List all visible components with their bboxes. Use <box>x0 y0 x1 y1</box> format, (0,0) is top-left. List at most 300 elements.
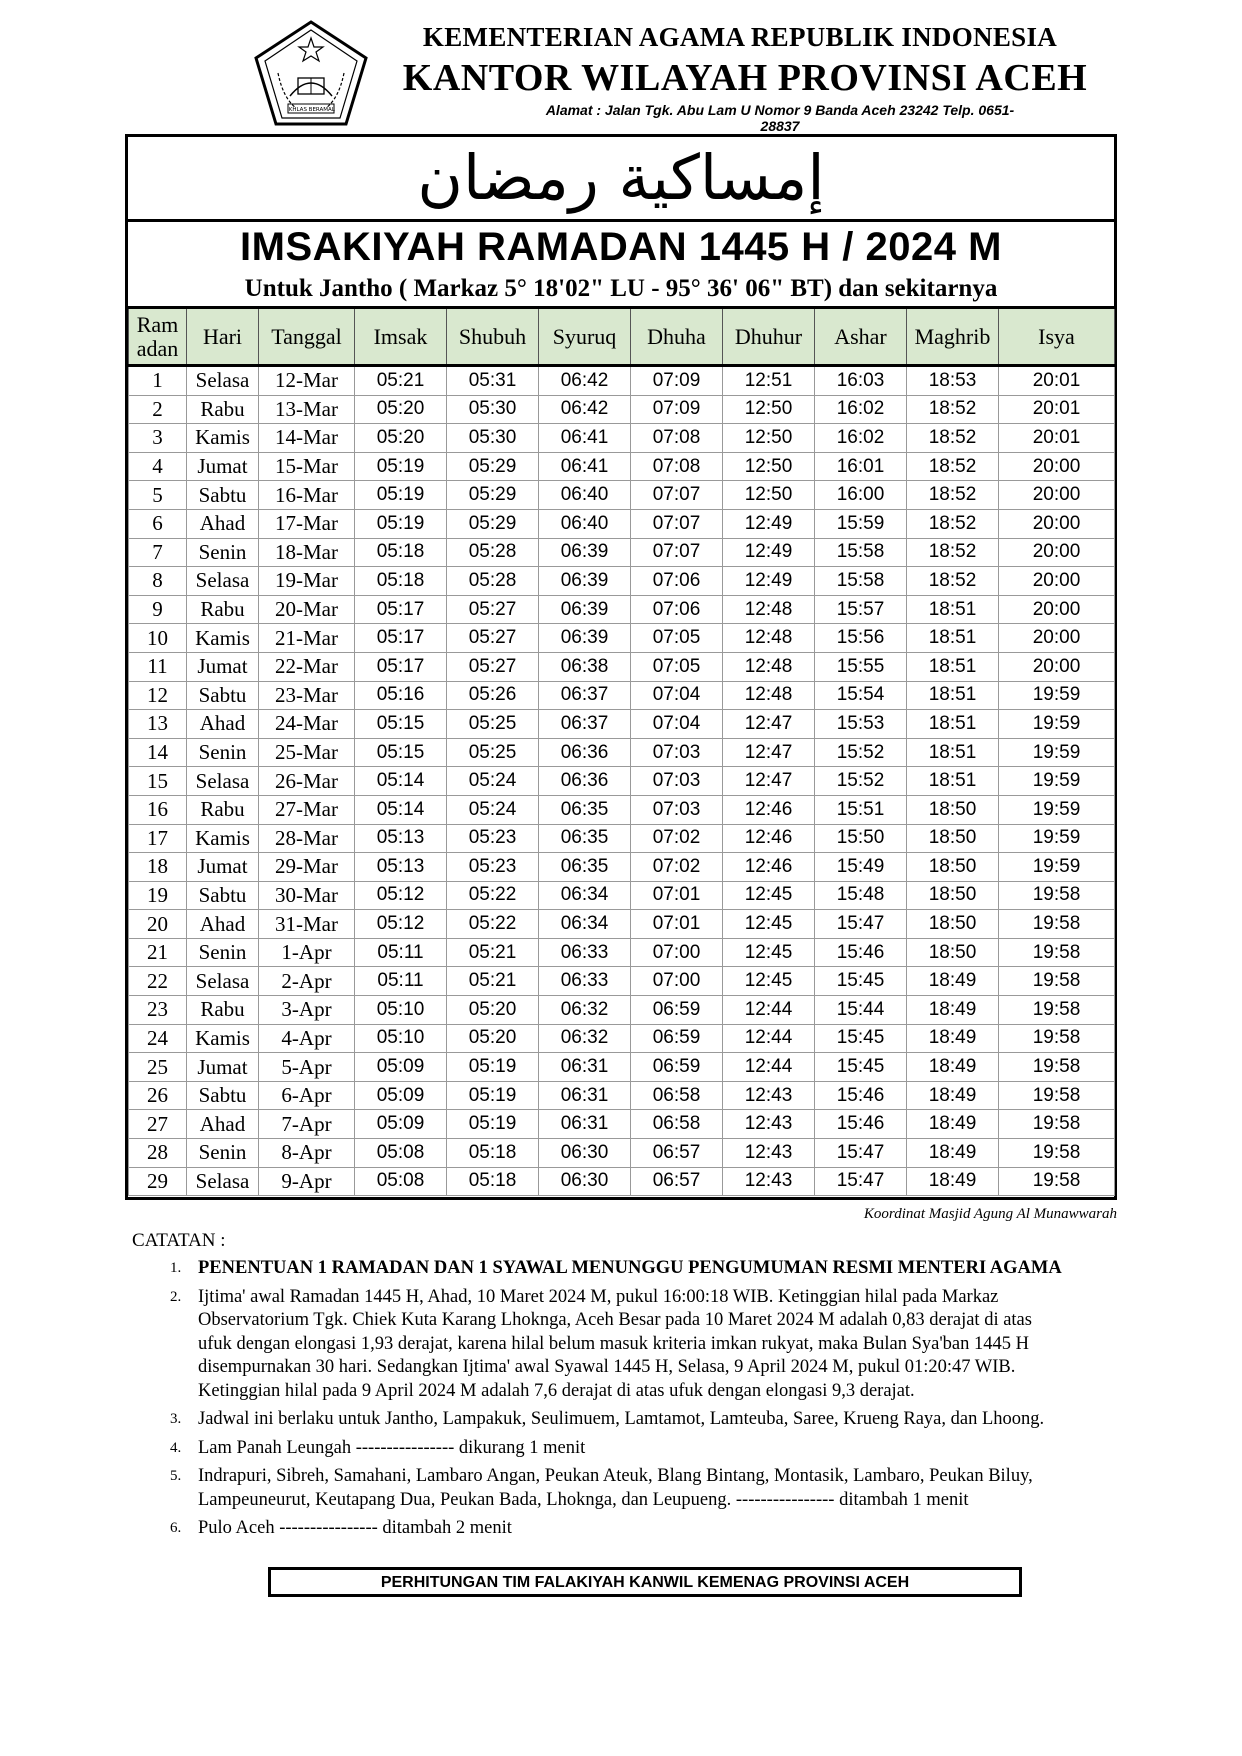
table-cell: Senin <box>187 538 259 567</box>
table-cell: Rabu <box>187 795 259 824</box>
table-row <box>129 996 1115 1025</box>
table-cell: 27 <box>129 1110 187 1139</box>
table-cell: 15:47 <box>815 1167 907 1196</box>
table-cell: 26-Mar <box>259 767 355 796</box>
table-cell: 20:01 <box>999 395 1115 424</box>
note-item <box>170 1517 1120 1541</box>
table-cell: 18:50 <box>907 853 999 882</box>
column-header: Dhuha <box>631 308 723 366</box>
table-cell: 17-Mar <box>259 509 355 538</box>
table-cell: 18:49 <box>907 1139 999 1168</box>
table-cell: 20:00 <box>999 481 1115 510</box>
table-cell: Sabtu <box>187 681 259 710</box>
table-cell: 05:17 <box>355 595 447 624</box>
table-cell: 12:45 <box>723 881 815 910</box>
table-cell: 8-Apr <box>259 1139 355 1168</box>
table-cell: 06:32 <box>539 996 631 1025</box>
note-line: Lam Panah Leungah ---------------- dikurang 1 menit <box>198 1437 586 1458</box>
table-cell: 07:09 <box>631 366 723 396</box>
note-text <box>198 1257 1120 1281</box>
table-row <box>129 910 1115 939</box>
table-cell: 15:55 <box>815 652 907 681</box>
table-cell: 05:21 <box>355 366 447 396</box>
table-cell: 16-Mar <box>259 481 355 510</box>
table-cell: 06:41 <box>539 452 631 481</box>
table-cell: Sabtu <box>187 481 259 510</box>
table-cell: 15-Mar <box>259 452 355 481</box>
table-row <box>129 424 1115 453</box>
table-row <box>129 652 1115 681</box>
table-cell: 5-Apr <box>259 1053 355 1082</box>
table-cell: 15:46 <box>815 1110 907 1139</box>
table-cell: 05:09 <box>355 1081 447 1110</box>
table-cell: 05:12 <box>355 910 447 939</box>
table-cell: 05:10 <box>355 996 447 1025</box>
table-cell: Selasa <box>187 567 259 596</box>
column-header: Syuruq <box>539 308 631 366</box>
table-cell: 19:59 <box>999 738 1115 767</box>
table-cell: 05:19 <box>447 1053 539 1082</box>
table-cell: 15:54 <box>815 681 907 710</box>
table-cell: 06:35 <box>539 824 631 853</box>
table-cell: 12 <box>129 681 187 710</box>
note-number: 3. <box>170 1411 182 1427</box>
table-cell: 15:45 <box>815 967 907 996</box>
table-cell: 18:49 <box>907 1110 999 1139</box>
note-text <box>198 1437 1120 1461</box>
table-cell: 05:27 <box>447 652 539 681</box>
table-cell: 15:51 <box>815 795 907 824</box>
office-address: Alamat : Jalan Tgk. Abu Lam U Nomor 9 Banda Aceh 23242 Telp. 0651-28837 <box>545 102 1015 134</box>
table-cell: 12:48 <box>723 652 815 681</box>
table-cell: 19:58 <box>999 1139 1115 1168</box>
note-number: 1. <box>170 1260 182 1276</box>
table-cell: 05:16 <box>355 681 447 710</box>
table-cell: 18:50 <box>907 881 999 910</box>
table-cell: 05:09 <box>355 1110 447 1139</box>
table-cell: 05:19 <box>355 509 447 538</box>
table-cell: 07:08 <box>631 452 723 481</box>
table-cell: 06:59 <box>631 1053 723 1082</box>
column-header: Ashar <box>815 308 907 366</box>
table-cell: 15:58 <box>815 567 907 596</box>
table-cell: 12:45 <box>723 967 815 996</box>
table-cell: 07:07 <box>631 538 723 567</box>
footer-note: PERHITUNGAN TIM FALAKIYAH KANWIL KEMENAG PROVINSI ACEH <box>268 1567 1022 1597</box>
table-row <box>129 395 1115 424</box>
table-cell: 25 <box>129 1053 187 1082</box>
table-cell: 18:52 <box>907 452 999 481</box>
table-cell: 12:50 <box>723 452 815 481</box>
table-cell: 12:47 <box>723 738 815 767</box>
table-cell: 07:01 <box>631 881 723 910</box>
table-cell: Jumat <box>187 652 259 681</box>
table-cell: 19:58 <box>999 1081 1115 1110</box>
column-header: Imsak <box>355 308 447 366</box>
table-cell: 19:58 <box>999 881 1115 910</box>
note-line: Lampeuneurut, Keutapang Dua, Peukan Bada, Lhoknga, dan Leupueng. ---------------- ditambah 1 menit <box>198 1489 969 1510</box>
table-cell: 9-Apr <box>259 1167 355 1196</box>
table-cell: 05:29 <box>447 481 539 510</box>
table-cell: 19:58 <box>999 967 1115 996</box>
table-cell: 21 <box>129 938 187 967</box>
table-cell: 06:34 <box>539 910 631 939</box>
table-cell: 07:05 <box>631 624 723 653</box>
table-cell: 24 <box>129 1024 187 1053</box>
note-line: Ketinggian hilal pada 9 April 2024 M adalah 7,6 derajat di atas ufuk dengan elongasi 9,3 derajat. <box>198 1380 915 1401</box>
table-cell: 7 <box>129 538 187 567</box>
table-cell: 12:46 <box>723 853 815 882</box>
table-cell: 12:50 <box>723 424 815 453</box>
table-cell: 20-Mar <box>259 595 355 624</box>
table-cell: 05:31 <box>447 366 539 396</box>
table-cell: 25-Mar <box>259 738 355 767</box>
table-row <box>129 853 1115 882</box>
column-header: Tanggal <box>259 308 355 366</box>
table-cell: 05:23 <box>447 824 539 853</box>
table-cell: Selasa <box>187 767 259 796</box>
table-cell: 12:48 <box>723 624 815 653</box>
logo-text: IKHLAS BERAMAL <box>287 107 335 113</box>
note-line: ufuk dengan elongasi 1,93 derajat, karena hilal belum masuk kriteria imkan rukyat, maka Bulan Sya'ban 1445 H <box>198 1333 1029 1354</box>
note-item <box>170 1437 1120 1461</box>
table-row <box>129 881 1115 910</box>
table-cell: 06:34 <box>539 881 631 910</box>
table-cell: 16:03 <box>815 366 907 396</box>
table-cell: 05:20 <box>355 424 447 453</box>
table-cell: Sabtu <box>187 1081 259 1110</box>
table-row <box>129 1110 1115 1139</box>
table-cell: 16:02 <box>815 395 907 424</box>
table-cell: 05:29 <box>447 452 539 481</box>
table-cell: 06:36 <box>539 738 631 767</box>
table-cell: 20:00 <box>999 595 1115 624</box>
table-cell: Selasa <box>187 366 259 396</box>
column-header: Shubuh <box>447 308 539 366</box>
table-cell: 18:49 <box>907 967 999 996</box>
table-cell: 19:58 <box>999 1167 1115 1196</box>
table-cell: 07:01 <box>631 910 723 939</box>
table-cell: 15:56 <box>815 624 907 653</box>
table-cell: 06:40 <box>539 509 631 538</box>
table-cell: 12:45 <box>723 938 815 967</box>
table-cell: 06:38 <box>539 652 631 681</box>
table-cell: 18:49 <box>907 1081 999 1110</box>
table-row <box>129 767 1115 796</box>
table-cell: 06:41 <box>539 424 631 453</box>
table-header-row <box>129 308 1115 366</box>
table-cell: 05:25 <box>447 710 539 739</box>
table-cell: 20:00 <box>999 652 1115 681</box>
note-text <box>198 1517 1120 1541</box>
coordinate-note: Koordinat Masjid Agung Al Munawwarah <box>863 1206 1117 1222</box>
table-cell: 19:58 <box>999 938 1115 967</box>
note-line: Jadwal ini berlaku untuk Jantho, Lampakuk, Seulimuem, Lamtamot, Lamteuba, Saree, Krueng Raya, dan Lhoong. <box>198 1409 1045 1429</box>
office-name: KANTOR WILAYAH PROVINSI ACEH <box>402 57 1088 99</box>
table-cell: Selasa <box>187 1167 259 1196</box>
table-cell: 31-Mar <box>259 910 355 939</box>
table-cell: 8 <box>129 567 187 596</box>
table-cell: 5 <box>129 481 187 510</box>
table-cell: 05:24 <box>447 767 539 796</box>
table-row <box>129 967 1115 996</box>
table-cell: 2 <box>129 395 187 424</box>
table-cell: 07:02 <box>631 853 723 882</box>
table-cell: 4 <box>129 452 187 481</box>
table-cell: 12:49 <box>723 538 815 567</box>
table-cell: 05:11 <box>355 967 447 996</box>
table-row <box>129 1167 1115 1196</box>
table-cell: 05:11 <box>355 938 447 967</box>
table-cell: 12:47 <box>723 710 815 739</box>
table-cell: 13 <box>129 710 187 739</box>
table-cell: 06:59 <box>631 1024 723 1053</box>
table-cell: 15:47 <box>815 910 907 939</box>
table-cell: 18:50 <box>907 910 999 939</box>
table-cell: 18:49 <box>907 1024 999 1053</box>
page-title: IMSAKIYAH RAMADAN 1445 H / 2024 M <box>240 225 1002 269</box>
table-cell: 06:39 <box>539 624 631 653</box>
table-cell: 12:44 <box>723 1053 815 1082</box>
table-cell: 06:37 <box>539 710 631 739</box>
table-cell: 26 <box>129 1081 187 1110</box>
ministry-name: KEMENTERIAN AGAMA REPUBLIK INDONESIA <box>422 22 1058 52</box>
table-cell: 05:17 <box>355 624 447 653</box>
table-cell: 06:33 <box>539 938 631 967</box>
table-cell: 15:57 <box>815 595 907 624</box>
table-cell: Senin <box>187 938 259 967</box>
table-cell: 20 <box>129 910 187 939</box>
table-cell: 24-Mar <box>259 710 355 739</box>
table-cell: 05:30 <box>447 424 539 453</box>
table-cell: 16:00 <box>815 481 907 510</box>
table-cell: 15:52 <box>815 767 907 796</box>
table-cell: 05:12 <box>355 881 447 910</box>
table-cell: 12:47 <box>723 767 815 796</box>
arabic-title: إمساكية رمضان <box>128 137 1114 222</box>
table-cell: 6 <box>129 509 187 538</box>
table-cell: 05:13 <box>355 853 447 882</box>
table-cell: Ahad <box>187 910 259 939</box>
table-cell: 05:20 <box>447 1024 539 1053</box>
table-cell: 05:19 <box>447 1110 539 1139</box>
table-cell: 18-Mar <box>259 538 355 567</box>
table-cell: 07:08 <box>631 424 723 453</box>
table-cell: 19:59 <box>999 824 1115 853</box>
table-cell: 06:31 <box>539 1053 631 1082</box>
table-cell: 07:04 <box>631 681 723 710</box>
table-cell: 07:09 <box>631 395 723 424</box>
note-number: 2. <box>170 1288 182 1305</box>
table-cell: 28-Mar <box>259 824 355 853</box>
table-cell: 12:45 <box>723 910 815 939</box>
table-cell: Kamis <box>187 624 259 653</box>
table-cell: 18:51 <box>907 624 999 653</box>
table-cell: Jumat <box>187 452 259 481</box>
table-cell: 05:18 <box>355 567 447 596</box>
table-cell: 06:37 <box>539 681 631 710</box>
schedule-frame <box>125 134 1117 1200</box>
table-row <box>129 1053 1115 1082</box>
table-cell: 05:20 <box>355 395 447 424</box>
table-cell: 05:14 <box>355 767 447 796</box>
table-cell: 15:46 <box>815 1081 907 1110</box>
table-cell: 16 <box>129 795 187 824</box>
table-cell: 6-Apr <box>259 1081 355 1110</box>
table-cell: 12:50 <box>723 395 815 424</box>
table-cell: Ahad <box>187 1110 259 1139</box>
table-cell: 18:50 <box>907 938 999 967</box>
table-cell: 18:52 <box>907 538 999 567</box>
note-number: 6. <box>170 1520 182 1536</box>
table-cell: 15:59 <box>815 509 907 538</box>
table-cell: 15:50 <box>815 824 907 853</box>
table-cell: 12:43 <box>723 1081 815 1110</box>
table-cell: 05:08 <box>355 1167 447 1196</box>
table-cell: 07:06 <box>631 595 723 624</box>
table-row <box>129 481 1115 510</box>
table-cell: 06:58 <box>631 1081 723 1110</box>
note-line: PENENTUAN 1 RAMADAN DAN 1 SYAWAL MENUNGGU PENGUMUMAN RESMI MENTERI AGAMA <box>198 1258 1062 1278</box>
table-cell: 06:36 <box>539 767 631 796</box>
table-cell: 19:58 <box>999 1110 1115 1139</box>
table-cell: 15:53 <box>815 710 907 739</box>
table-row <box>129 452 1115 481</box>
table-cell: Rabu <box>187 395 259 424</box>
table-cell: 06:58 <box>631 1110 723 1139</box>
column-header: Isya <box>999 308 1115 366</box>
table-cell: 06:39 <box>539 538 631 567</box>
table-cell: 07:03 <box>631 738 723 767</box>
table-cell: 07:07 <box>631 481 723 510</box>
table-cell: 12:43 <box>723 1167 815 1196</box>
table-cell: 22 <box>129 967 187 996</box>
table-cell: 29 <box>129 1167 187 1196</box>
table-cell: 05:15 <box>355 738 447 767</box>
table-cell: Kamis <box>187 1024 259 1053</box>
table-cell: 18:52 <box>907 567 999 596</box>
table-cell: 19:58 <box>999 1053 1115 1082</box>
table-cell: 05:23 <box>447 853 539 882</box>
table-cell: Sabtu <box>187 881 259 910</box>
table-cell: 15:46 <box>815 938 907 967</box>
table-cell: 20:01 <box>999 424 1115 453</box>
table-cell: 06:32 <box>539 1024 631 1053</box>
table-cell: 18:49 <box>907 1167 999 1196</box>
table-cell: 15:45 <box>815 1053 907 1082</box>
notes-list <box>170 1257 1120 1546</box>
table-cell: 18:51 <box>907 710 999 739</box>
table-cell: 19:59 <box>999 767 1115 796</box>
table-cell: 17 <box>129 824 187 853</box>
note-text <box>198 1286 1120 1404</box>
table-cell: 05:21 <box>447 938 539 967</box>
table-cell: 19:59 <box>999 795 1115 824</box>
table-cell: 12:51 <box>723 366 815 396</box>
table-cell: 06:40 <box>539 481 631 510</box>
table-cell: 06:42 <box>539 395 631 424</box>
table-cell: 18:51 <box>907 652 999 681</box>
table-cell: 12:48 <box>723 595 815 624</box>
table-cell: 21-Mar <box>259 624 355 653</box>
table-cell: 05:29 <box>447 509 539 538</box>
table-cell: 9 <box>129 595 187 624</box>
table-cell: 23 <box>129 996 187 1025</box>
table-cell: 18 <box>129 853 187 882</box>
table-cell: 05:28 <box>447 567 539 596</box>
table-cell: 15:47 <box>815 1139 907 1168</box>
table-cell: 16:01 <box>815 452 907 481</box>
table-row <box>129 1081 1115 1110</box>
table-row <box>129 538 1115 567</box>
table-cell: 18:52 <box>907 481 999 510</box>
table-cell: 20:00 <box>999 567 1115 596</box>
table-row <box>129 681 1115 710</box>
note-item <box>170 1286 1120 1404</box>
table-cell: 05:22 <box>447 910 539 939</box>
table-cell: 06:35 <box>539 853 631 882</box>
table-cell: 06:31 <box>539 1110 631 1139</box>
column-header: Dhuhur <box>723 308 815 366</box>
note-line: Observatorium Tgk. Chiek Kuta Karang Lhoknga, Aceh Besar pada 10 Maret 2024 M adalah 0,83 derajat di atas <box>198 1310 1032 1330</box>
table-cell: 07:06 <box>631 567 723 596</box>
table-cell: 07:07 <box>631 509 723 538</box>
table-cell: Ahad <box>187 710 259 739</box>
table-cell: 07:04 <box>631 710 723 739</box>
column-header: Hari <box>187 308 259 366</box>
table-cell: 10 <box>129 624 187 653</box>
table-cell: 07:02 <box>631 824 723 853</box>
table-cell: 15 <box>129 767 187 796</box>
table-cell: 07:03 <box>631 795 723 824</box>
table-cell: 20:01 <box>999 366 1115 396</box>
note-number: 5. <box>170 1468 182 1484</box>
ministry-emblem-logo <box>250 18 372 130</box>
table-row <box>129 1024 1115 1053</box>
table-cell: 30-Mar <box>259 881 355 910</box>
table-cell: 05:10 <box>355 1024 447 1053</box>
table-cell: 11 <box>129 652 187 681</box>
table-cell: 05:26 <box>447 681 539 710</box>
table-cell: 22-Mar <box>259 652 355 681</box>
table-cell: 1-Apr <box>259 938 355 967</box>
table-cell: 05:08 <box>355 1139 447 1168</box>
table-cell: 05:22 <box>447 881 539 910</box>
table-cell: 14 <box>129 738 187 767</box>
table-cell: 20:00 <box>999 509 1115 538</box>
table-cell: 05:14 <box>355 795 447 824</box>
table-cell: 05:27 <box>447 624 539 653</box>
table-cell: Ahad <box>187 509 259 538</box>
table-cell: 13-Mar <box>259 395 355 424</box>
table-body <box>129 366 1115 1196</box>
table-row <box>129 938 1115 967</box>
table-cell: 18:50 <box>907 824 999 853</box>
note-line: disempurnakan 30 hari. Sedangkan Ijtima' awal Syawal 1445 H, Selasa, 9 April 2024 M, pukul 01:20:47 WIB. <box>198 1357 1016 1377</box>
table-cell: 12:48 <box>723 681 815 710</box>
table-cell: 05:30 <box>447 395 539 424</box>
table-cell: 07:05 <box>631 652 723 681</box>
table-cell: Senin <box>187 738 259 767</box>
note-item <box>170 1257 1120 1281</box>
table-cell: 29-Mar <box>259 853 355 882</box>
table-row <box>129 710 1115 739</box>
table-cell: 12:43 <box>723 1139 815 1168</box>
table-cell: 07:03 <box>631 767 723 796</box>
table-cell: 05:21 <box>447 967 539 996</box>
table-cell: 05:27 <box>447 595 539 624</box>
table-cell: 06:57 <box>631 1167 723 1196</box>
